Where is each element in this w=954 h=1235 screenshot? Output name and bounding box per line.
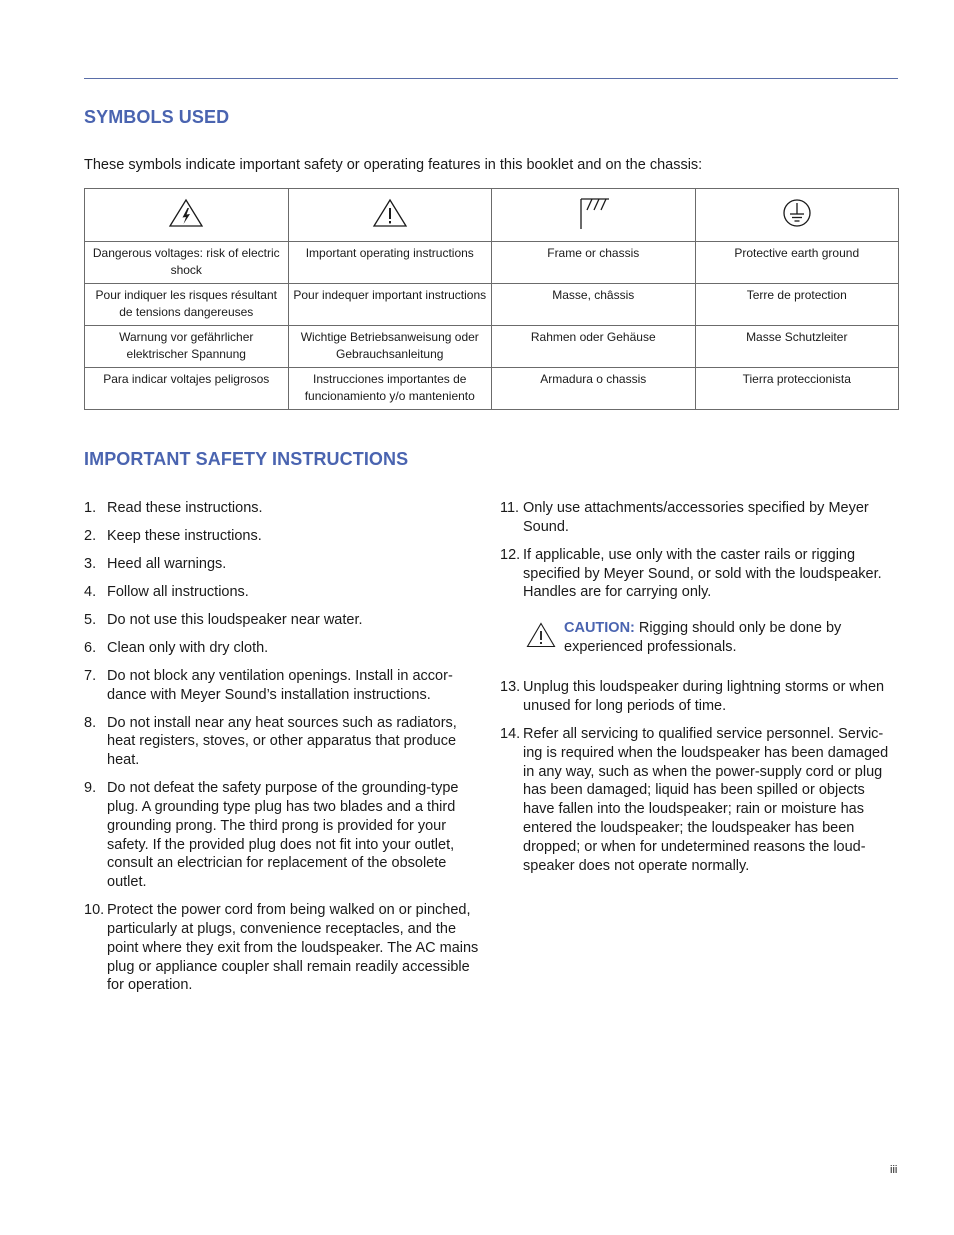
instruction-item — [84, 779, 480, 892]
item-number: 6. — [84, 639, 97, 656]
symbols-row-german — [85, 326, 899, 368]
item-text: Refer all servicing to qualified service personnel. Servic-ing is required when the loudspeaker has been damaged in any way, such as when the power-supply cord or plug has been damaged; liquid has been spilled or objects have fallen into the loudspeaker; rain or moisture has entered the loudspeaker; the loudspeaker has been dropped; or when for undetermined reasons the loud-speaker does not operate normally. — [523, 725, 889, 874]
item-text: Keep these instructions. — [107, 527, 262, 544]
symbol-cell — [85, 189, 289, 242]
instruction-item — [84, 555, 480, 574]
item-text: Protect the power cord from being walked on or pinched, particularly at plugs, convenience receptacles, and the point where they exit from the loudspeaker. The AC mains plug or appliance coupler shall remain readily accessible for operation. — [107, 902, 479, 994]
symbols-row-english — [85, 242, 899, 284]
symbol-description: Dangerous voltages: risk of electric shock — [85, 242, 289, 284]
item-text: Do not block any ventilation openings. Install in accor-dance with Meyer Sound’s installation instructions. — [107, 667, 453, 703]
instructions-list-left — [84, 499, 480, 995]
item-number: 11. — [500, 500, 520, 516]
lightning-warning-icon — [168, 198, 204, 228]
instruction-item — [84, 611, 480, 630]
header-rule — [84, 78, 898, 79]
instruction-item — [84, 667, 480, 705]
instruction-item — [84, 527, 480, 546]
instructions-list-right-a — [500, 499, 898, 602]
symbol-description: Masse Schutzleiter — [695, 326, 899, 368]
item-text: Unplug this loudspeaker during lightning storms or when unused for long periods of time. — [523, 679, 885, 714]
instructions-list-right-b — [500, 678, 898, 875]
symbol-description: Rahmen oder Gehäuse — [492, 326, 696, 368]
symbol-cell — [695, 189, 899, 242]
caution-text: Rigging should only be done by experienced professionals. — [564, 620, 842, 655]
symbol-description: Pour indequer important instructions — [288, 284, 492, 326]
instruction-item — [500, 546, 898, 602]
caution-label: CAUTION: — [564, 620, 635, 637]
instruction-item — [500, 499, 898, 537]
item-text: Follow all instructions. — [107, 583, 249, 600]
symbol-description: Frame or chassis — [492, 242, 696, 284]
symbol-description: Armadura o chassis — [492, 368, 696, 410]
symbol-description: Protective earth ground — [695, 242, 899, 284]
symbol-description: Instrucciones importantes de funcionamiento y/o manteniento — [288, 368, 492, 410]
page-number: iii — [890, 1164, 898, 1176]
exclamation-warning-icon — [372, 198, 408, 228]
instruction-item — [84, 714, 480, 770]
item-text: Do not install near any heat sources such as radiators, heat registers, stoves, or other apparatus that produce heat. — [107, 714, 457, 769]
caution-warning-icon — [526, 622, 556, 648]
instruction-item — [84, 583, 480, 602]
symbol-description: Terre de protection — [695, 284, 899, 326]
instruction-item — [84, 901, 480, 995]
item-number: 12. — [500, 546, 521, 563]
symbol-description: Pour indiquer les risques résultant de tensions dangereuses — [85, 284, 289, 326]
safety-instructions-heading: IMPORTANT SAFETY INSTRUCTIONS — [84, 449, 409, 469]
item-text: Do not defeat the safety purpose of the grounding-type plug. A grounding type plug has two blades and a third grounding prong. The third prong is provided for your safety. If the provided plug does not fit into your outlet, consult an electrician for replacement of the obsolete outlet. — [107, 780, 459, 891]
item-text: Do not use this loudspeaker near water. — [107, 611, 363, 628]
item-text: Clean only with dry cloth. — [107, 639, 269, 656]
item-text: Read these instructions. — [107, 500, 263, 516]
item-number: 2. — [84, 527, 97, 544]
item-number: 4. — [84, 583, 97, 600]
symbol-description: Important operating instructions — [288, 242, 492, 284]
symbol-description: Wichtige Betriebsanweisung oder Gebrauchsanleitung — [288, 326, 492, 368]
item-number: 1. — [84, 500, 97, 516]
symbols-icon-row — [85, 189, 899, 242]
item-number: 13. — [500, 679, 521, 696]
symbol-description: Tierra proteccionista — [695, 368, 899, 410]
item-number: 3. — [84, 555, 97, 572]
symbol-cell — [492, 189, 696, 242]
item-number: 5. — [84, 611, 97, 628]
item-number: 10. — [84, 902, 105, 919]
instruction-item — [84, 499, 480, 518]
item-text: Heed all warnings. — [107, 555, 227, 572]
item-number: 8. — [84, 714, 97, 731]
instruction-item — [500, 725, 898, 875]
symbols-used-heading: SYMBOLS USED — [84, 107, 230, 127]
symbol-description: Para indicar voltajes peligrosos — [85, 368, 289, 410]
instructions-right-column — [500, 499, 898, 885]
instructions-left-column — [84, 499, 480, 1004]
item-number: 14. — [500, 725, 521, 742]
frame-chassis-icon — [573, 193, 613, 233]
instruction-item — [500, 678, 898, 716]
symbols-table — [84, 188, 899, 410]
instruction-item — [84, 639, 480, 658]
symbols-row-spanish — [85, 368, 899, 410]
symbol-description: Masse, châssis — [492, 284, 696, 326]
caution-note — [526, 619, 898, 657]
symbol-description: Warnung vor gefährlicher elektrischer Spannung — [85, 326, 289, 368]
symbols-row-french — [85, 284, 899, 326]
item-text: Only use attachments/accessories specified by Meyer Sound. — [523, 500, 869, 535]
symbol-cell — [288, 189, 492, 242]
symbols-intro: These symbols indicate important safety or operating features in this booklet and on the chassis: — [84, 157, 703, 173]
protective-earth-icon — [781, 197, 813, 229]
item-number: 7. — [84, 667, 97, 684]
item-number: 9. — [84, 780, 97, 797]
item-text: If applicable, use only with the caster rails or rigging specified by Meyer Sound, or sold with the loudspeaker. Handles are for carrying only. — [523, 546, 882, 601]
